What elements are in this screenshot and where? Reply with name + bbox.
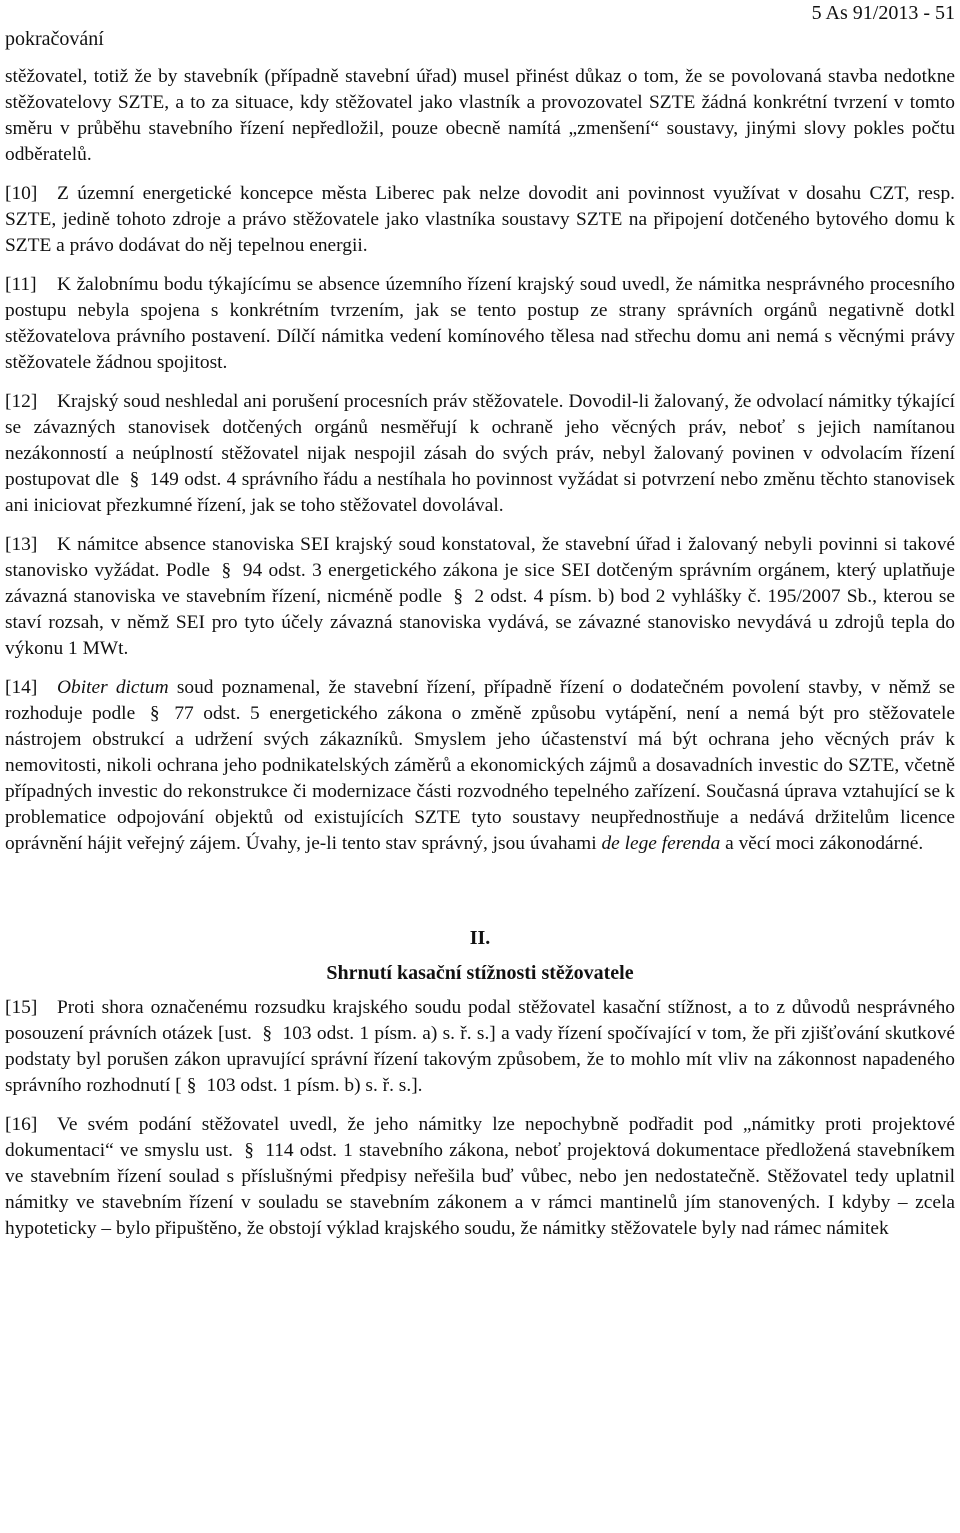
paragraph-continuation: stěžovatel, totiž že by stavebník (případně stavební úřad) musel přinést důkaz o tom, že se povolovaná stavba nedotkne stěžovatelovy SZTE, a to za situace, kdy stěžovatel jako vlastník a provozovatel SZTE žádná konkrétní tvrzení v tomto směru v průběhu stavebního řízení nepředložil, pouze obecně namítá „zmenšení“ soustavy, jinými slovy pokles počtu odběratelů.: [5, 66, 955, 165]
paragraph-number: [16]: [5, 1114, 38, 1135]
case-number: 5 As 91/2013 - 51: [811, 2, 955, 24]
paragraph-number: [12]: [5, 391, 38, 412]
paragraph-16: [16] Ve svém podání stěžovatel uvedl, že jeho námitky lze nepochybně podřadit pod „námitky proti projektové dokumentaci“ ve smyslu ust. § 114 odst. 1 stavebního zákona, neboť projektová dokumentace předložená stavebníkem ve stavebním řízení soulad s příslušnými předpisy neřešila buď vůbec, nebo jen nedostatečně. Stěžovatel tedy uplatnil námitky ve stavebním řízení v souladu se stavebním zákonem a v rámci mantinelů jím stanovených. I kdyby – zcela hypoteticky – bylo připuštěno, že obstojí výklad krajského soudu, že námitky stěžovatele byly nad rámec námitek: [5, 1114, 955, 1239]
continuation-label: pokračování: [5, 28, 104, 50]
document-page: [5, 0, 955, 1255]
paragraph-10: [10] Z územní energetické koncepce města Liberec pak nelze dovodit ani povinnost využívat v dosahu CZT, resp. SZTE, jedině tohoto zdroje a právo stěžovatele jako vlastníka soustavy SZTE na připojení dotčeného bytového domu k SZTE a právo dodávat do něj tepelnou energii.: [5, 183, 955, 256]
paragraph-14: [14] Obiter dictum soud poznamenal, že stavební řízení, případně řízení o dodatečném povolení stavby, v němž se rozhoduje podle § 77 odst. 5 energetického zákona o změně způsobu vytápění, není a nemá být pro stěžovatele nástrojem obstrukcí a udržení svých zákazníků. Smyslem jeho účastenství má být ochrana jeho věcných práv k nemovitosti, nikoli ochrana jeho podnikatelských záměrů a ekonomických zájmů a dosavadních investic do SZTE, včetně případných investic do rekonstrukce či modernizace části rozvodného tepelného zařízení. Současná úprava vztahující se k problematice odpojování objektů od existujících SZTE tyto soustavy neupřednostňuje a nedává držitelům licence oprávnění hájit veřejný zájem. Úvahy, je-li tento stav správný, jsou úvahami de lege ferenda a věcí moci zákonodárné.: [5, 677, 955, 854]
paragraph-13: [13] K námitce absence stanoviska SEI krajský soud konstatoval, že stavební úřad i žalovaný nebyli povinni si takové stanovisko vyžádat. Podle § 94 odst. 3 energetického zákona je sice SEI dotčeným správním orgánem, který uplatňuje závazná stanoviska ve stavebním řízení, nicméně podle § 2 odst. 4 písm. b) bod 2 vyhlášky č. 195/2007 Sb., kterou se staví rozsah, v němž SEI pro tyto účely závazná stanoviska vydává, se závazné stanovisko nevydává u zdrojů tepla do výkonu 1 MWt.: [5, 534, 955, 659]
paragraph-number: [11]: [5, 274, 37, 295]
paragraph-11: [11] K žalobnímu bodu týkajícímu se absence územního řízení krajský soud uvedl, že námitka nesprávného procesního postupu nebyla spojena s konkrétním tvrzením, jak se tento postup ze strany správních orgánů negativně dotkl stěžovatelova právního postavení. Dílčí námitka vedení komínového tělesa nad střechu domu ani nemá s věcnými právy stěžovatele žádnou spojitost.: [5, 274, 955, 373]
paragraph-number: [13]: [5, 534, 38, 555]
latin-term: de lege ferenda: [601, 833, 721, 854]
section-title: Shrnutí kasační stížnosti stěžovatele: [326, 962, 634, 984]
section-sign: §: [453, 586, 464, 607]
paragraph-number: [15]: [5, 997, 38, 1018]
paragraph-15: [15] Proti shora označenému rozsudku krajského soudu podal stěžovatel kasační stížnost, a to z důvodů nesprávného posouzení právních otázek [ust. § 103 odst. 1 písm. a) s. ř. s.] a vady řízení spočívající v tom, že při zjišťování skutkové podstaty byl porušen zákon upravující správní řízení takovým způsobem, že to mohlo mít vliv na zákonnost napadeného správního rozhodnutí [ § 103 odst. 1 písm. b) s. ř. s.].: [5, 995, 955, 1099]
paragraph-number: [14]: [5, 677, 38, 698]
latin-term: Obiter dictum: [57, 677, 169, 698]
page-header: [5, 0, 955, 64]
paragraph-number: [10]: [5, 183, 38, 204]
section-sign: §: [221, 560, 232, 581]
paragraph-12: [12] Krajský soud neshledal ani porušení procesních práv stěžovatele. Dovodil-li žalovaný, že odvolací námitky týkající se závazných stanovisek dotčených orgánů nesměřují k ochraně jeho věcných práv, neboť s jejich namítanou nezákonností a neúplností stěžovatel nijak nespojil zásah do svých práv, nebyl žalovaný povinen v odvolacím řízení postupovat dle § 149 odst. 4 správního řádu a nestíhala ho povinnost vyžádat si potvrzení nebo změnu těchto stanovisek ani iniciovat přezkumné řízení, jak se toho stěžovatel dovolával.: [5, 391, 955, 516]
section-sign: §: [186, 1075, 197, 1096]
section-sign: §: [149, 703, 160, 724]
section-number: II.: [469, 927, 491, 949]
section-sign: §: [244, 1140, 254, 1161]
section-sign: §: [129, 469, 140, 490]
section-sign: §: [262, 1023, 273, 1044]
